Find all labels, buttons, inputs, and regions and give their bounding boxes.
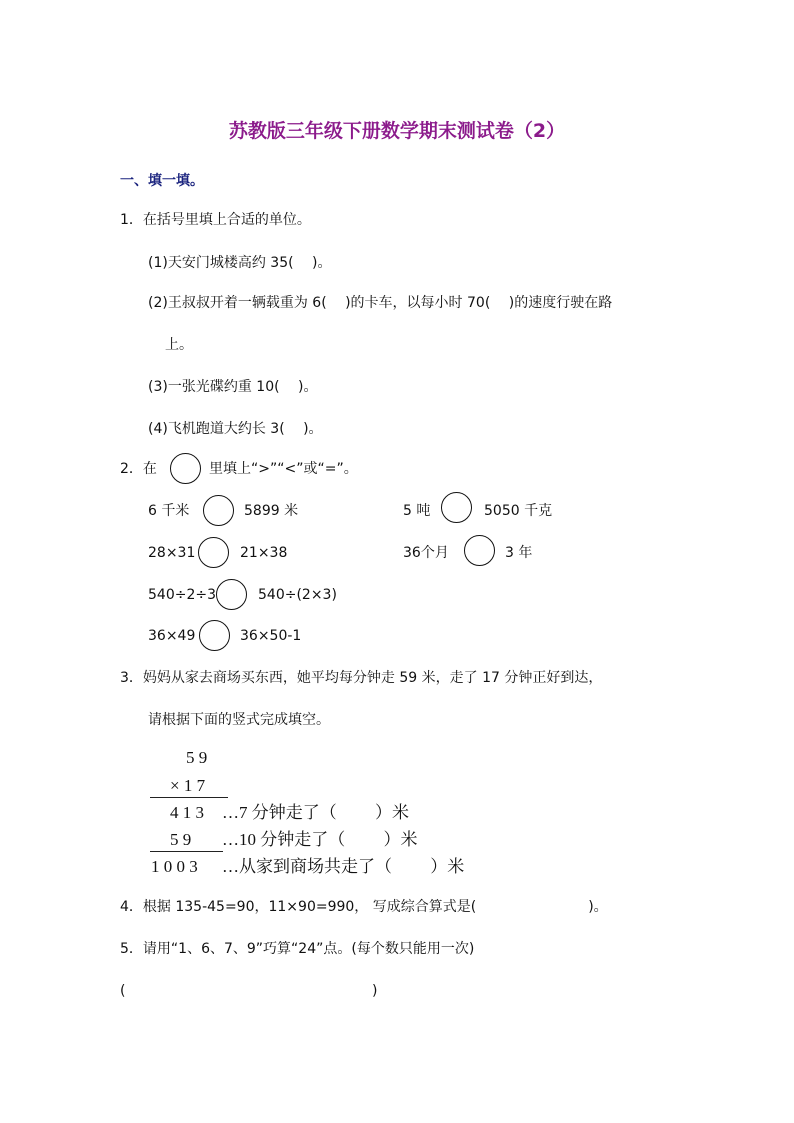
question-3-line: 3．妈妈从家去商场买东西，她平均每分钟走 59 米，走了 17 分钟正好到达，	[120, 670, 603, 686]
compare-left: 36×49	[148, 628, 196, 644]
calc-note: …从家到商场共走了（ ）米	[222, 857, 465, 876]
question-1-item: (1)天安门城楼高约 35( )。	[148, 255, 332, 271]
calc-row: 1 0 0 3	[151, 857, 198, 876]
calc-divider	[150, 851, 223, 852]
calc-row: 5 9	[186, 748, 208, 767]
compare-right: 36×50-1	[240, 628, 302, 644]
compare-left: 540÷2÷3	[148, 587, 216, 603]
compare-circle-icon	[198, 537, 229, 568]
compare-circle-icon	[203, 495, 234, 526]
answer-open-paren: (	[120, 983, 126, 999]
calc-divider	[150, 797, 228, 798]
compare-right: 540÷(2×3)	[258, 587, 337, 603]
compare-circle-icon	[199, 620, 230, 651]
compare-right: 5899 米	[244, 503, 299, 519]
section-heading: 一、填一填。	[120, 173, 204, 189]
compare-circle-icon	[441, 492, 472, 523]
calc-note: …7 分钟走了（ ）米	[222, 803, 409, 822]
calc-note: …10 分钟走了（ ）米	[222, 830, 418, 849]
calc-row: 5 9	[170, 830, 192, 849]
compare-circle-icon	[170, 453, 201, 484]
compare-left: 28×31	[148, 545, 196, 561]
compare-circle-icon	[464, 535, 495, 566]
question-2-stem-pre: 2．在	[120, 461, 157, 477]
question-1-stem: 1．在括号里填上合适的单位。	[120, 212, 311, 228]
question-5: 5．请用“1、6、7、9”巧算“24”点。(每个数只能用一次)	[120, 941, 475, 957]
question-4: 4．根据 135-45=90，11×90=990， 写成综合算式是( )。	[120, 899, 608, 915]
question-1-item: (4)飞机跑道大约长 3( )。	[148, 421, 323, 437]
question-1-item: 上。	[165, 337, 193, 353]
compare-left: 5 吨	[403, 503, 431, 519]
compare-left: 6 千米	[148, 503, 190, 519]
compare-circle-icon	[216, 579, 247, 610]
answer-close-paren: )	[372, 983, 378, 999]
question-2-stem-post: 里填上“>”“<”或“=”。	[209, 461, 358, 477]
question-1-item: (2)王叔叔开着一辆载重为 6( )的卡车，以每小时 70( )的速度行驶在路	[148, 295, 613, 311]
page-title: 苏教版三年级下册数学期末测试卷（2）	[228, 120, 566, 142]
question-1-item: (3)一张光碟约重 10( )。	[148, 379, 318, 395]
compare-left: 36个月	[403, 545, 449, 561]
calc-row: 4 1 3	[170, 803, 204, 822]
compare-right: 5050 千克	[484, 503, 553, 519]
calc-row: × 1 7	[170, 776, 206, 795]
compare-right: 3 年	[505, 545, 533, 561]
question-3-line: 请根据下面的竖式完成填空。	[148, 712, 330, 728]
compare-right: 21×38	[240, 545, 288, 561]
